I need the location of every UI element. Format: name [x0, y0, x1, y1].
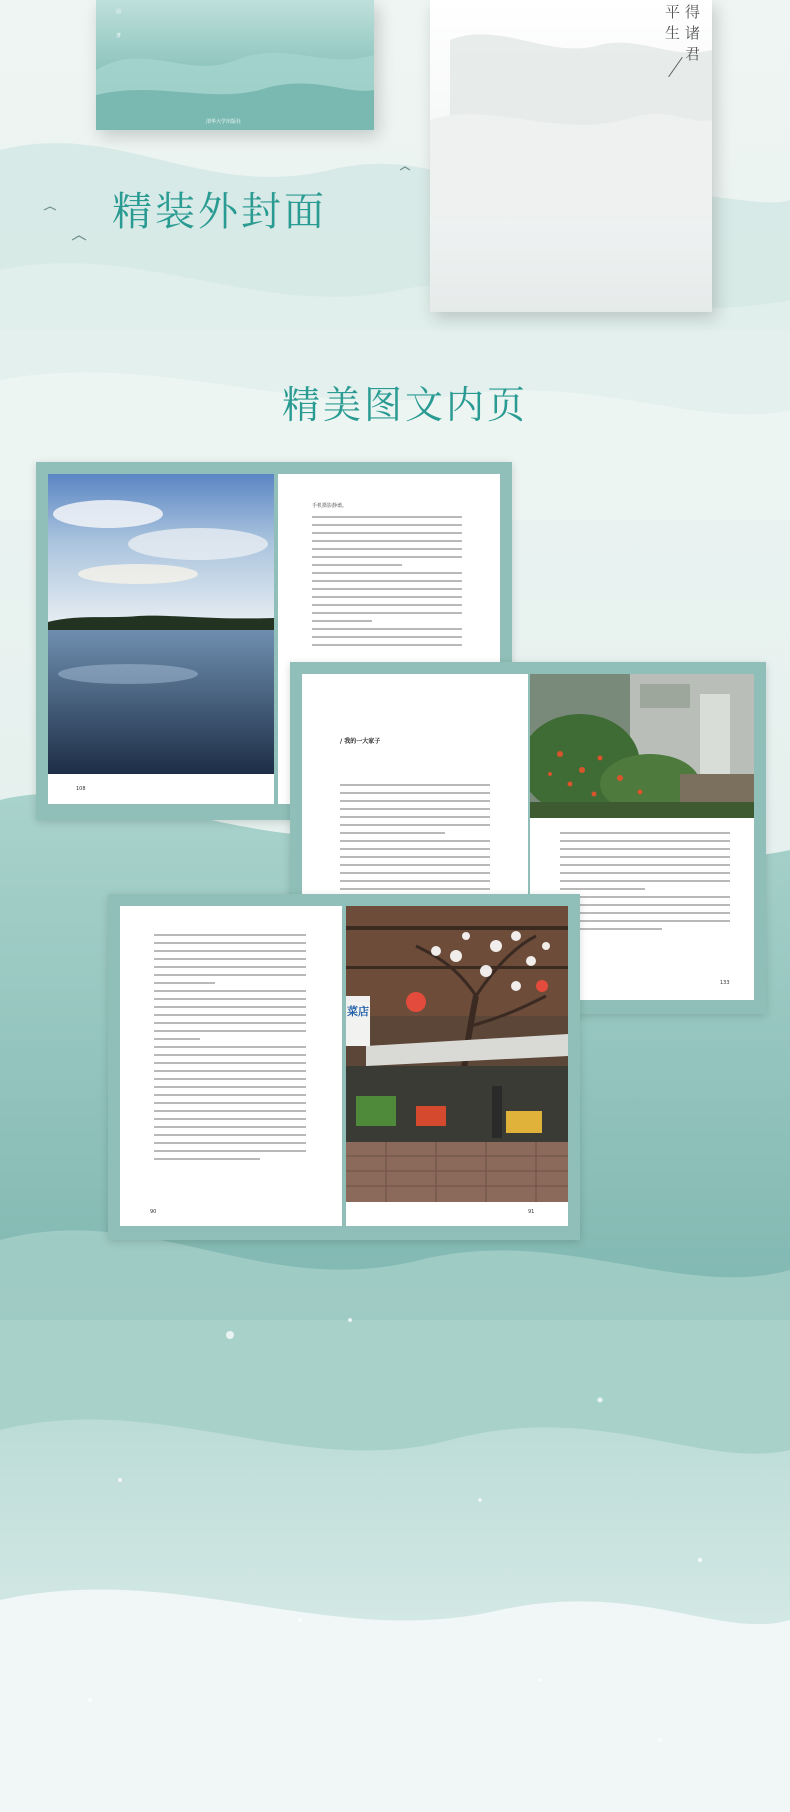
spread1-body-text	[312, 516, 462, 652]
interior-heading: 精美图文内页	[282, 383, 529, 427]
cover-mountain-art	[96, 0, 374, 130]
spread2-right-body-text	[560, 832, 730, 936]
courtyard-garden-photo	[530, 674, 754, 818]
cover-title-col1: 平生	[663, 4, 681, 46]
spread3-left-body-text	[154, 934, 306, 1166]
publisher-label: 清华大学出版社	[206, 119, 242, 125]
spread2-right-page-number: 133	[720, 980, 730, 986]
cover-heading: 精装外封面	[112, 189, 327, 235]
cover-title-col2: 得诸君	[683, 4, 701, 67]
spread3-left-page-number: 90	[150, 1209, 157, 1215]
spine-small-2: 著	[116, 33, 122, 39]
spread3-right-page-number: 91	[528, 1209, 535, 1215]
cover-mist-art	[430, 0, 712, 312]
spread1-left-page-number: 108	[76, 786, 86, 792]
spread3-right-page	[346, 906, 568, 1226]
spread1-left-page	[48, 474, 274, 804]
hardcover-book-left	[96, 0, 374, 130]
spread2-chapter-title: / 我的一大家子	[340, 738, 381, 745]
spine-small-1: 前	[116, 9, 122, 15]
lake-sky-photo	[48, 474, 274, 774]
shop-sign: 菜店	[346, 1002, 370, 1046]
book-spread-3	[108, 894, 580, 1240]
spread3-left-page	[120, 906, 342, 1226]
hardcover-book-right	[430, 0, 712, 312]
spread1-first-line: 手机摄影静谧。	[312, 503, 348, 509]
market-street-photo	[346, 906, 568, 1202]
